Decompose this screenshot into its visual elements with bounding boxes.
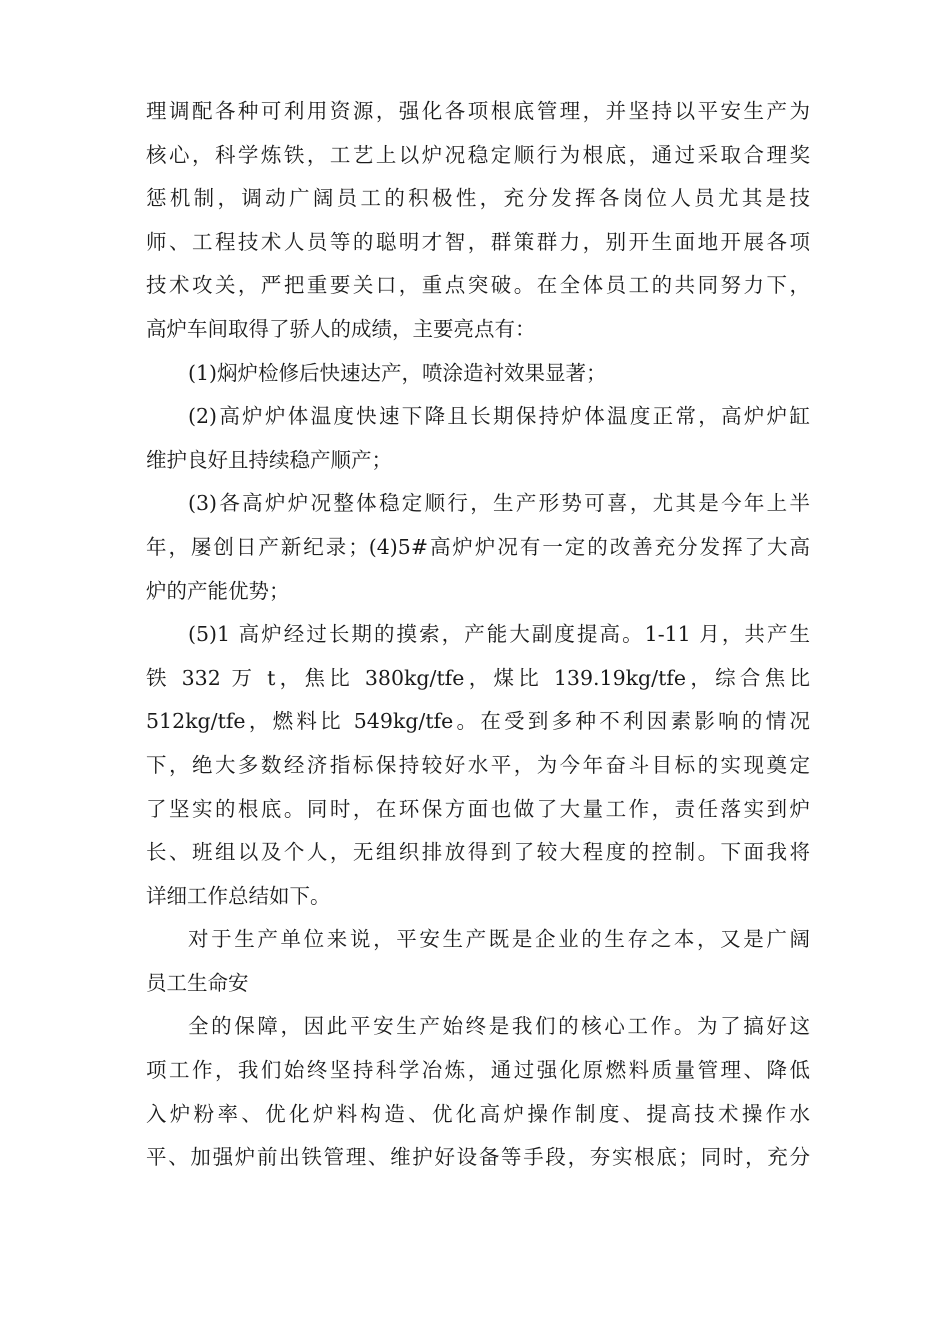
text-line: (5)1 高炉经过长期的摸索，产能大副度提高。1-11 月，共产生 [188,622,810,647]
text-line: 惩机制，调动广阔员工的积极性，充分发挥各岗位人员尤其是技 [146,186,810,211]
body-text [146,90,810,1180]
text-line: 员工生命安 [146,970,249,995]
text-line: 核心，科学炼铁，工艺上以炉况稳定顺行为根底，通过采取合理奖 [146,142,810,167]
text-line: 全的保障，因此平安生产始终是我们的核心工作。为了搞好这 [188,1014,810,1039]
text-line: 平、加强炉前出铁管理、维护好设备等手段，夯实根底；同时，充分 [146,1145,810,1170]
text-line: 维护良好且持续稳产顺产； [146,447,392,472]
text-line: 年，屡创日产新纪录；(4)5#高炉炉况有一定的改善充分发挥了大高 [146,534,810,559]
text-line: 理调配各种可利用资源，强化各项根底管理，并坚持以平安生产为 [146,99,810,123]
text-line: (1)焖炉检修后快速达产，喷涂造衬效果显著； [188,360,607,385]
text-line: 长、班组以及个人，无组织排放得到了较大程度的控制。下面我将 [146,840,810,865]
text-line: 入炉粉率、优化炉料构造、优化高炉操作制度、提高技术操作水 [146,1101,810,1126]
text-line: 详细工作总结如下。 [146,883,331,908]
text-line: 炉的产能优势； [146,578,290,603]
text-line: (3)各高炉炉况整体稳定顺行，生产形势可喜，尤其是今年上半 [188,491,810,516]
text-line: 512kg/tfe，燃料比 549kg/tfe。在受到多种不利因素影响的情况 [146,709,810,734]
text-line: 高炉车间取得了骄人的成绩，主要亮点有： [146,316,536,341]
text-line: (2)高炉炉体温度快速下降且长期保持炉体温度正常，高炉炉缸 [188,404,810,429]
text-line: 技术攻关，严把重要关口，重点突破。在全体员工的共同努力下， [146,273,810,298]
text-line: 了坚实的根底。同时，在环保方面也做了大量工作，责任落实到炉 [146,796,810,821]
text-line: 下，绝大多数经济指标保持较好水平，为今年奋斗目标的实现奠定 [146,752,810,777]
text-line: 师、工程技术人员等的聪明才智，群策群力，别开生面地开展各项 [146,229,810,254]
text-line: 对于生产单位来说，平安生产既是企业的生存之本，又是广阔 [188,927,810,952]
text-line: 项工作，我们始终坚持科学冶炼，通过强化原燃料质量管理、降低 [146,1058,810,1083]
text-line: 铁 332 万 t，焦比 380kg/tfe，煤比 139.19kg/tfe，综合焦比 [146,665,810,690]
